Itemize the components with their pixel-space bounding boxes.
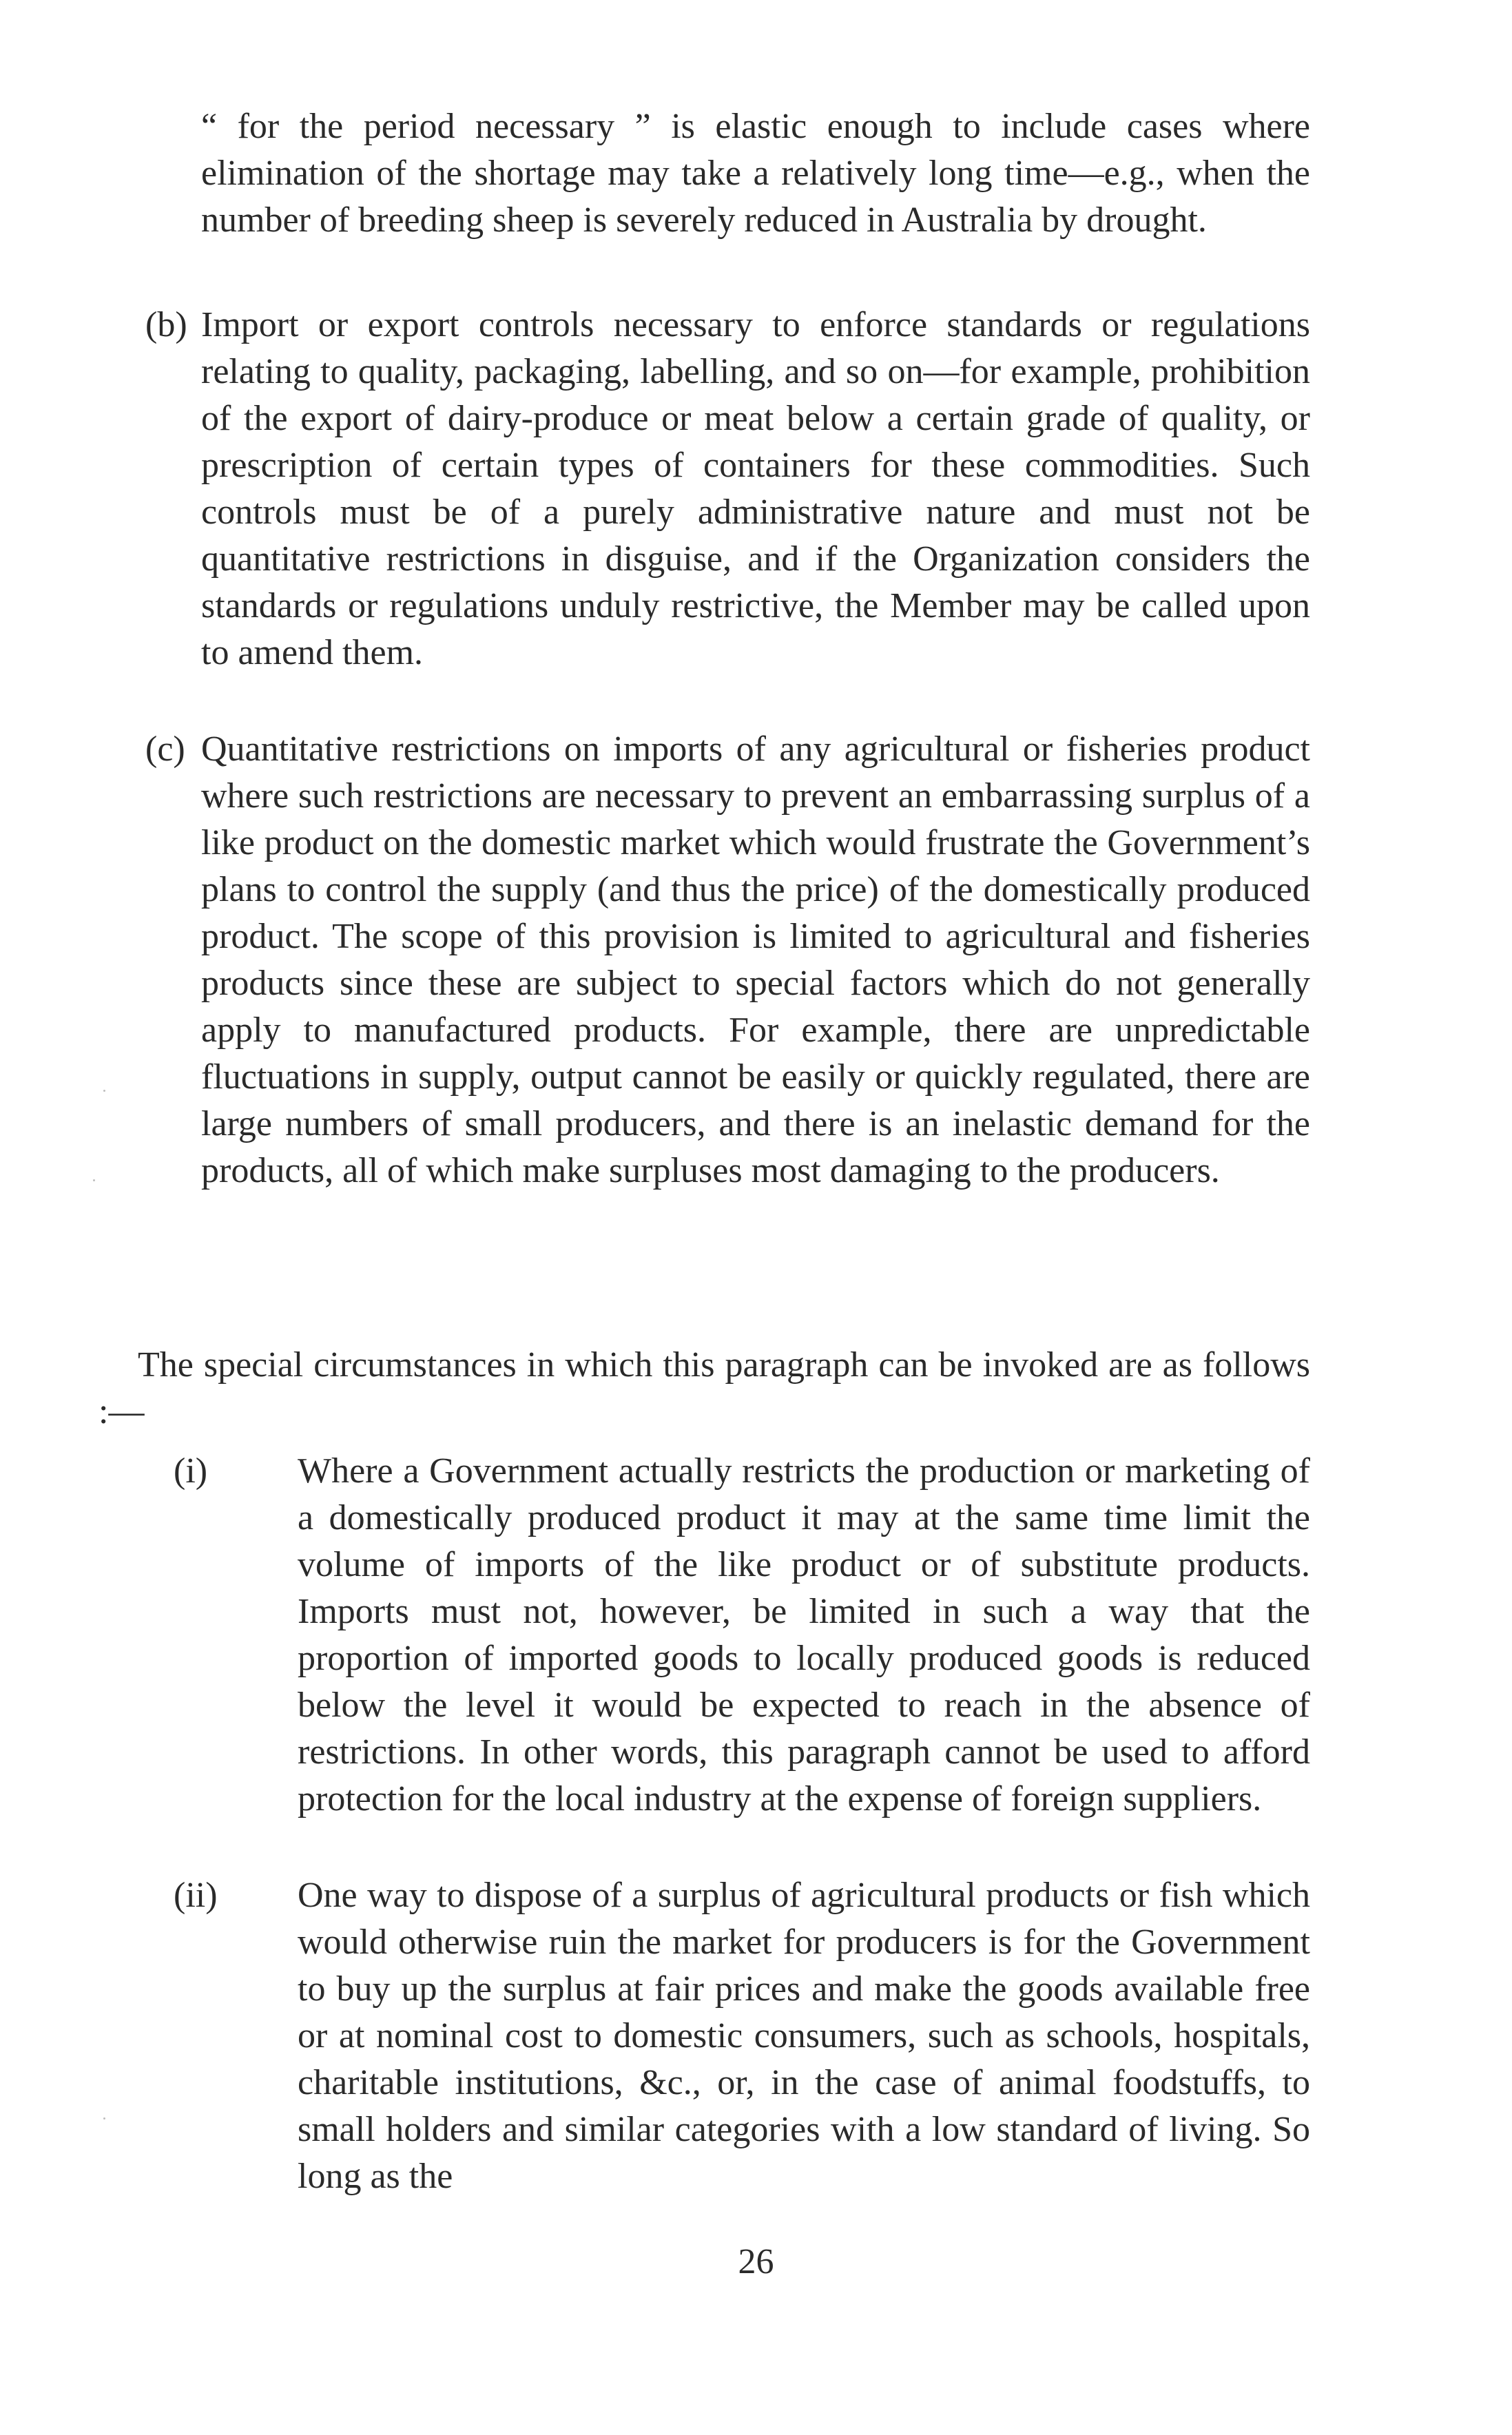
subitem-i-text: Where a Government actually restricts the production or marketing of a domestically produced product it may at the same time limit the volume of imports of the like product or of substitute products. Imports must not, however, be limited in such a way that the proportion of imported goods to locally produced goods is reduced below the level it would be expected to reach in the absence of restrictions. In other words, this paragraph cannot be used to afford protection for the local industry at the expense of foreign suppliers.	[298, 1451, 1310, 1819]
scan-speck	[103, 2117, 105, 2120]
subitem-ii-label: (ii)	[174, 1876, 218, 1915]
subitem-i-label: (i)	[174, 1451, 208, 1491]
item-c-text: Quantitative restrictions on imports of any agricultural or fisheries product where such restrictions are necessary to prevent an embarrassing surplus of a like product on the domestic market which would frustrate the Government’s plans to control the supply (and thus the price) of the domestically produced product. The scope of this provision is limited to agricultural and fisheries products since these are subject to special factors which do not generally apply to manufactured products. For example, there are unpredictable fluctuations in supply, output cannot be easily or quickly regulated, there are large numbers of small producers, and there is an inelastic demand for the products, all of which make surpluses most damaging to the producers.	[201, 729, 1310, 1190]
item-c-label: (c)	[145, 729, 185, 769]
item-b	[145, 302, 1310, 676]
continuation-paragraph: “ for the period necessary ” is elastic enough to include cases where elimination of the shortage may take a relatively long time—e.g., when the number of breeding sheep is severely reduced in Australia by drought.	[201, 107, 1310, 240]
item-c	[145, 726, 1310, 1194]
item-b-text: Import or export controls necessary to enforce standards or regulations relating to quality, packaging, labelling, and so on—for example, prohibition of the export of dairy-produce or meat below a certain grade of quality, or prescription of certain types of containers for these commodities. Such controls must be of a purely administrative nature and must not be quantitative restrictions in disguise, and if the Organization considers the standards or regulations unduly restrictive, the Member may be called upon to amend them.	[201, 305, 1310, 672]
subitem-ii	[174, 1872, 1310, 2200]
scan-speck	[103, 1090, 105, 1092]
subitem-ii-text: One way to dispose of a surplus of agricultural products or fish which would otherwise ruin the market for producers is for the Government to buy up the surplus at fair prices and make the goods available free or at nominal cost to domestic consumers, such as schools, hospitals, charitable institutions, &c., or, in the case of animal foodstuffs, to small holders and similar categories with a low standard of living. So long as the	[298, 1876, 1310, 2196]
item-b-label: (b)	[145, 305, 187, 344]
page-number: 26	[738, 2242, 774, 2281]
subitem-i	[174, 1448, 1310, 1823]
scan-speck	[93, 1179, 95, 1181]
intro-paragraph: The special circumstances in which this paragraph can be invoked are as follows :—	[99, 1345, 1310, 1431]
